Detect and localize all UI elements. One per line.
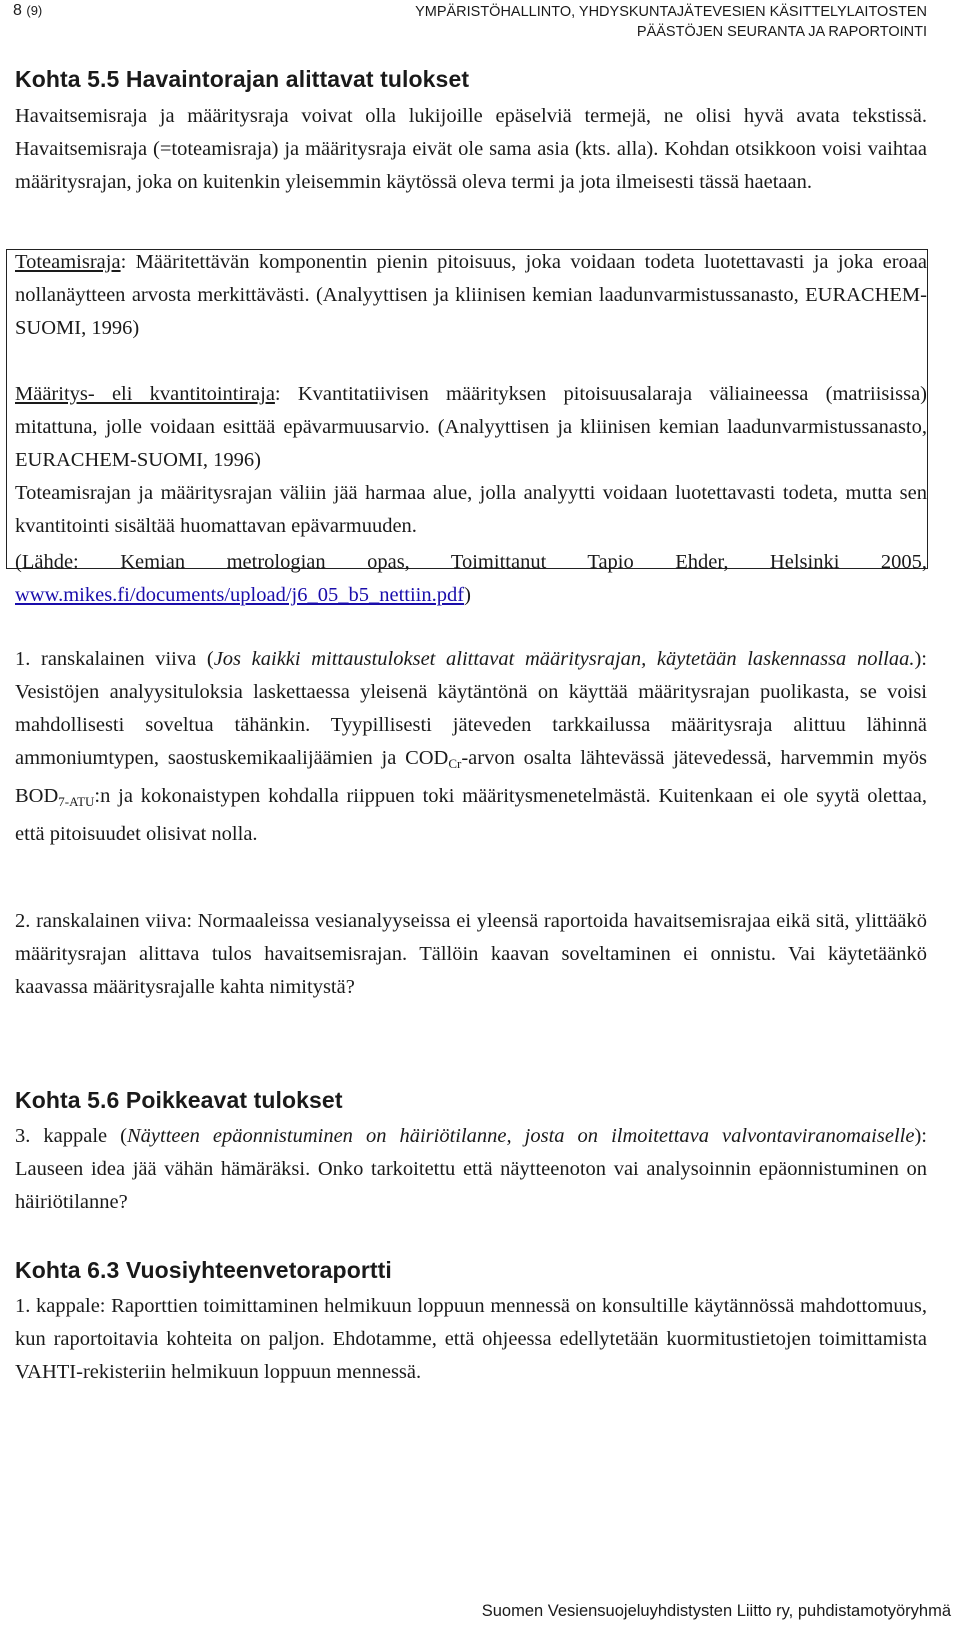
definition-toteamisraja-text: : Määritettävän komponentin pienin pitoisuus, joka voidaan todeta luotettavasti ja joka eroaa nollanäytteen arvosta merkittävästi. (Analyyttisen ja kliinisen kemian laadunvarmistussanasto, EURACHEM-SUOMI, 1996) <box>15 251 927 339</box>
definition-toteamisraja <box>15 246 927 345</box>
section-56-label: 3. kappale ( <box>15 1125 127 1147</box>
source-citation <box>15 546 927 612</box>
running-header-line2: PÄÄSTÖJEN SEURANTA JA RAPORTOINTI <box>636 24 927 40</box>
comment-dash-1-quote: Jos kaikki mittaustulokset alittavat määritysrajan, käytetään laskennassa nollaa. <box>213 648 915 670</box>
section-63-comment: 1. kappale: Raporttien toimittaminen helmikuun loppuun mennessä on konsultille käytännössä mahdottomuus, kun raportoitavia kohteita on paljon. Ehdotamme, että ohjeessa edellytetään kuormitustietojen toimittamista VAHTI-rekisteriin helmikuun loppuun mennessä. <box>15 1295 927 1383</box>
grey-zone-note: Toteamisrajan ja määritysrajan väliin jää harmaa alue, jolla analyytti voidaan luotettavasti todeta, mutta sen kvantitointi sisältää huomattavan epävarmuuden. <box>15 482 927 537</box>
page-number-total: (9) <box>26 3 43 18</box>
page-footer: Suomen Vesiensuojeluyhdistysten Liitto ry, puhdistamotyöryhmä <box>481 1602 951 1620</box>
bod-subscript: 7-ATU <box>58 794 95 809</box>
definition-maaritysraja-text: : Kvantitatiivisen määrityksen pitoisuusalaraja väliaineessa (matriisissa) mitattuna, jolle voidaan esittää epävarmuusarvio. (Analyyttisen ja kliinisen kemian laadunvarmistussanasto, EURACHEM-SUOMI, 1996) <box>15 383 927 471</box>
cod-subscript: Cr <box>448 756 462 771</box>
section-55-heading: Kohta 5.5 Havaintorajan alittavat tulokset <box>15 66 470 92</box>
term-maaritysraja: Määritys- eli kvantitointiraja <box>15 383 275 405</box>
section-56-text: ): Lauseen idea jää vähän hämäräksi. Onko tarkoitettu että näytteenoton vai analysoinnin epäonnistuminen on häiriötilanne? <box>15 1125 927 1213</box>
comment-dash-1-text-b: -arvon osalta lähtevässä jätevedessä, harvemmin myös BOD <box>15 747 927 807</box>
page-number-current: 8 <box>13 2 22 19</box>
comment-dash-1-text-a: ): Vesistöjen analyysituloksia laskettaessa yleisenä käytäntönä on käyttää määritysrajan puolikasta, se voisi mahdollisesti soveltua tähänkin. Tyypillisesti jäteveden tarkkailussa määritysraja alittuu lähinnä ammoniumtypen, saostuskemikaalijäämien ja COD <box>15 648 927 769</box>
term-toteamisraja: Toteamisraja <box>15 251 121 273</box>
source-suffix: ) <box>464 584 471 606</box>
section-55-intro: Havaitsemisraja ja määritysraja voivat olla lukijoille epäselviä termejä, ne olisi hyvä avata tekstissä. Havaitsemisraja (=toteamisraja) ja määritysraja eivät ole sama asia (kts. alla). Kohdan otsikkoon voisi vaihtaa määritysrajan, joka on kuitenkin yleisemmin käytössä oleva termi ja jota ilmeisesti tässä haetaan. <box>15 105 927 193</box>
source-link[interactable]: www.mikes.fi/documents/upload/j6_05_b5_nettiin.pdf <box>15 584 465 606</box>
comment-dash-1 <box>15 643 927 851</box>
source-prefix: (Lähde: Kemian metrologian opas, Toimittanut Tapio Ehder, Helsinki 2005, <box>15 551 927 573</box>
section-56-comment <box>15 1120 927 1219</box>
comment-dash-2: 2. ranskalainen viiva: Normaaleissa vesianalyyseissa ei yleensä raportoida havaitsemisrajaa eikä sitä, ylittääkö määritysrajan alittava tulos havaitsemisrajan. Tällöin kaavan soveltaminen ei onnistu. Vai käytetäänkö kaavassa määritysrajalle kahta nimitystä? <box>15 910 927 998</box>
comment-dash-1-label: 1. ranskalainen viiva ( <box>15 648 214 670</box>
page-number <box>13 2 42 20</box>
running-header <box>415 2 927 42</box>
running-header-line1: YMPÄRISTÖHALLINTO, YHDYSKUNTAJÄTEVESIEN KÄSITTELYLAITOSTEN <box>415 4 927 20</box>
section-56-heading: Kohta 5.6 Poikkeavat tulokset <box>15 1087 343 1113</box>
section-56-quote: Näytteen epäonnistuminen on häiriötilanne, josta on ilmoitettava valvontaviranomaiselle <box>126 1125 915 1147</box>
definition-maaritysraja <box>15 378 927 477</box>
comment-dash-1-text-c: :n ja kokonaistypen kohdalla riippuen toki määritysmenetelmästä. Kuitenkaan ei ole syytä olettaa, että pitoisuudet olisivat nolla. <box>15 785 927 845</box>
section-63-heading: Kohta 6.3 Vuosiyhteenvetoraportti <box>15 1257 392 1283</box>
